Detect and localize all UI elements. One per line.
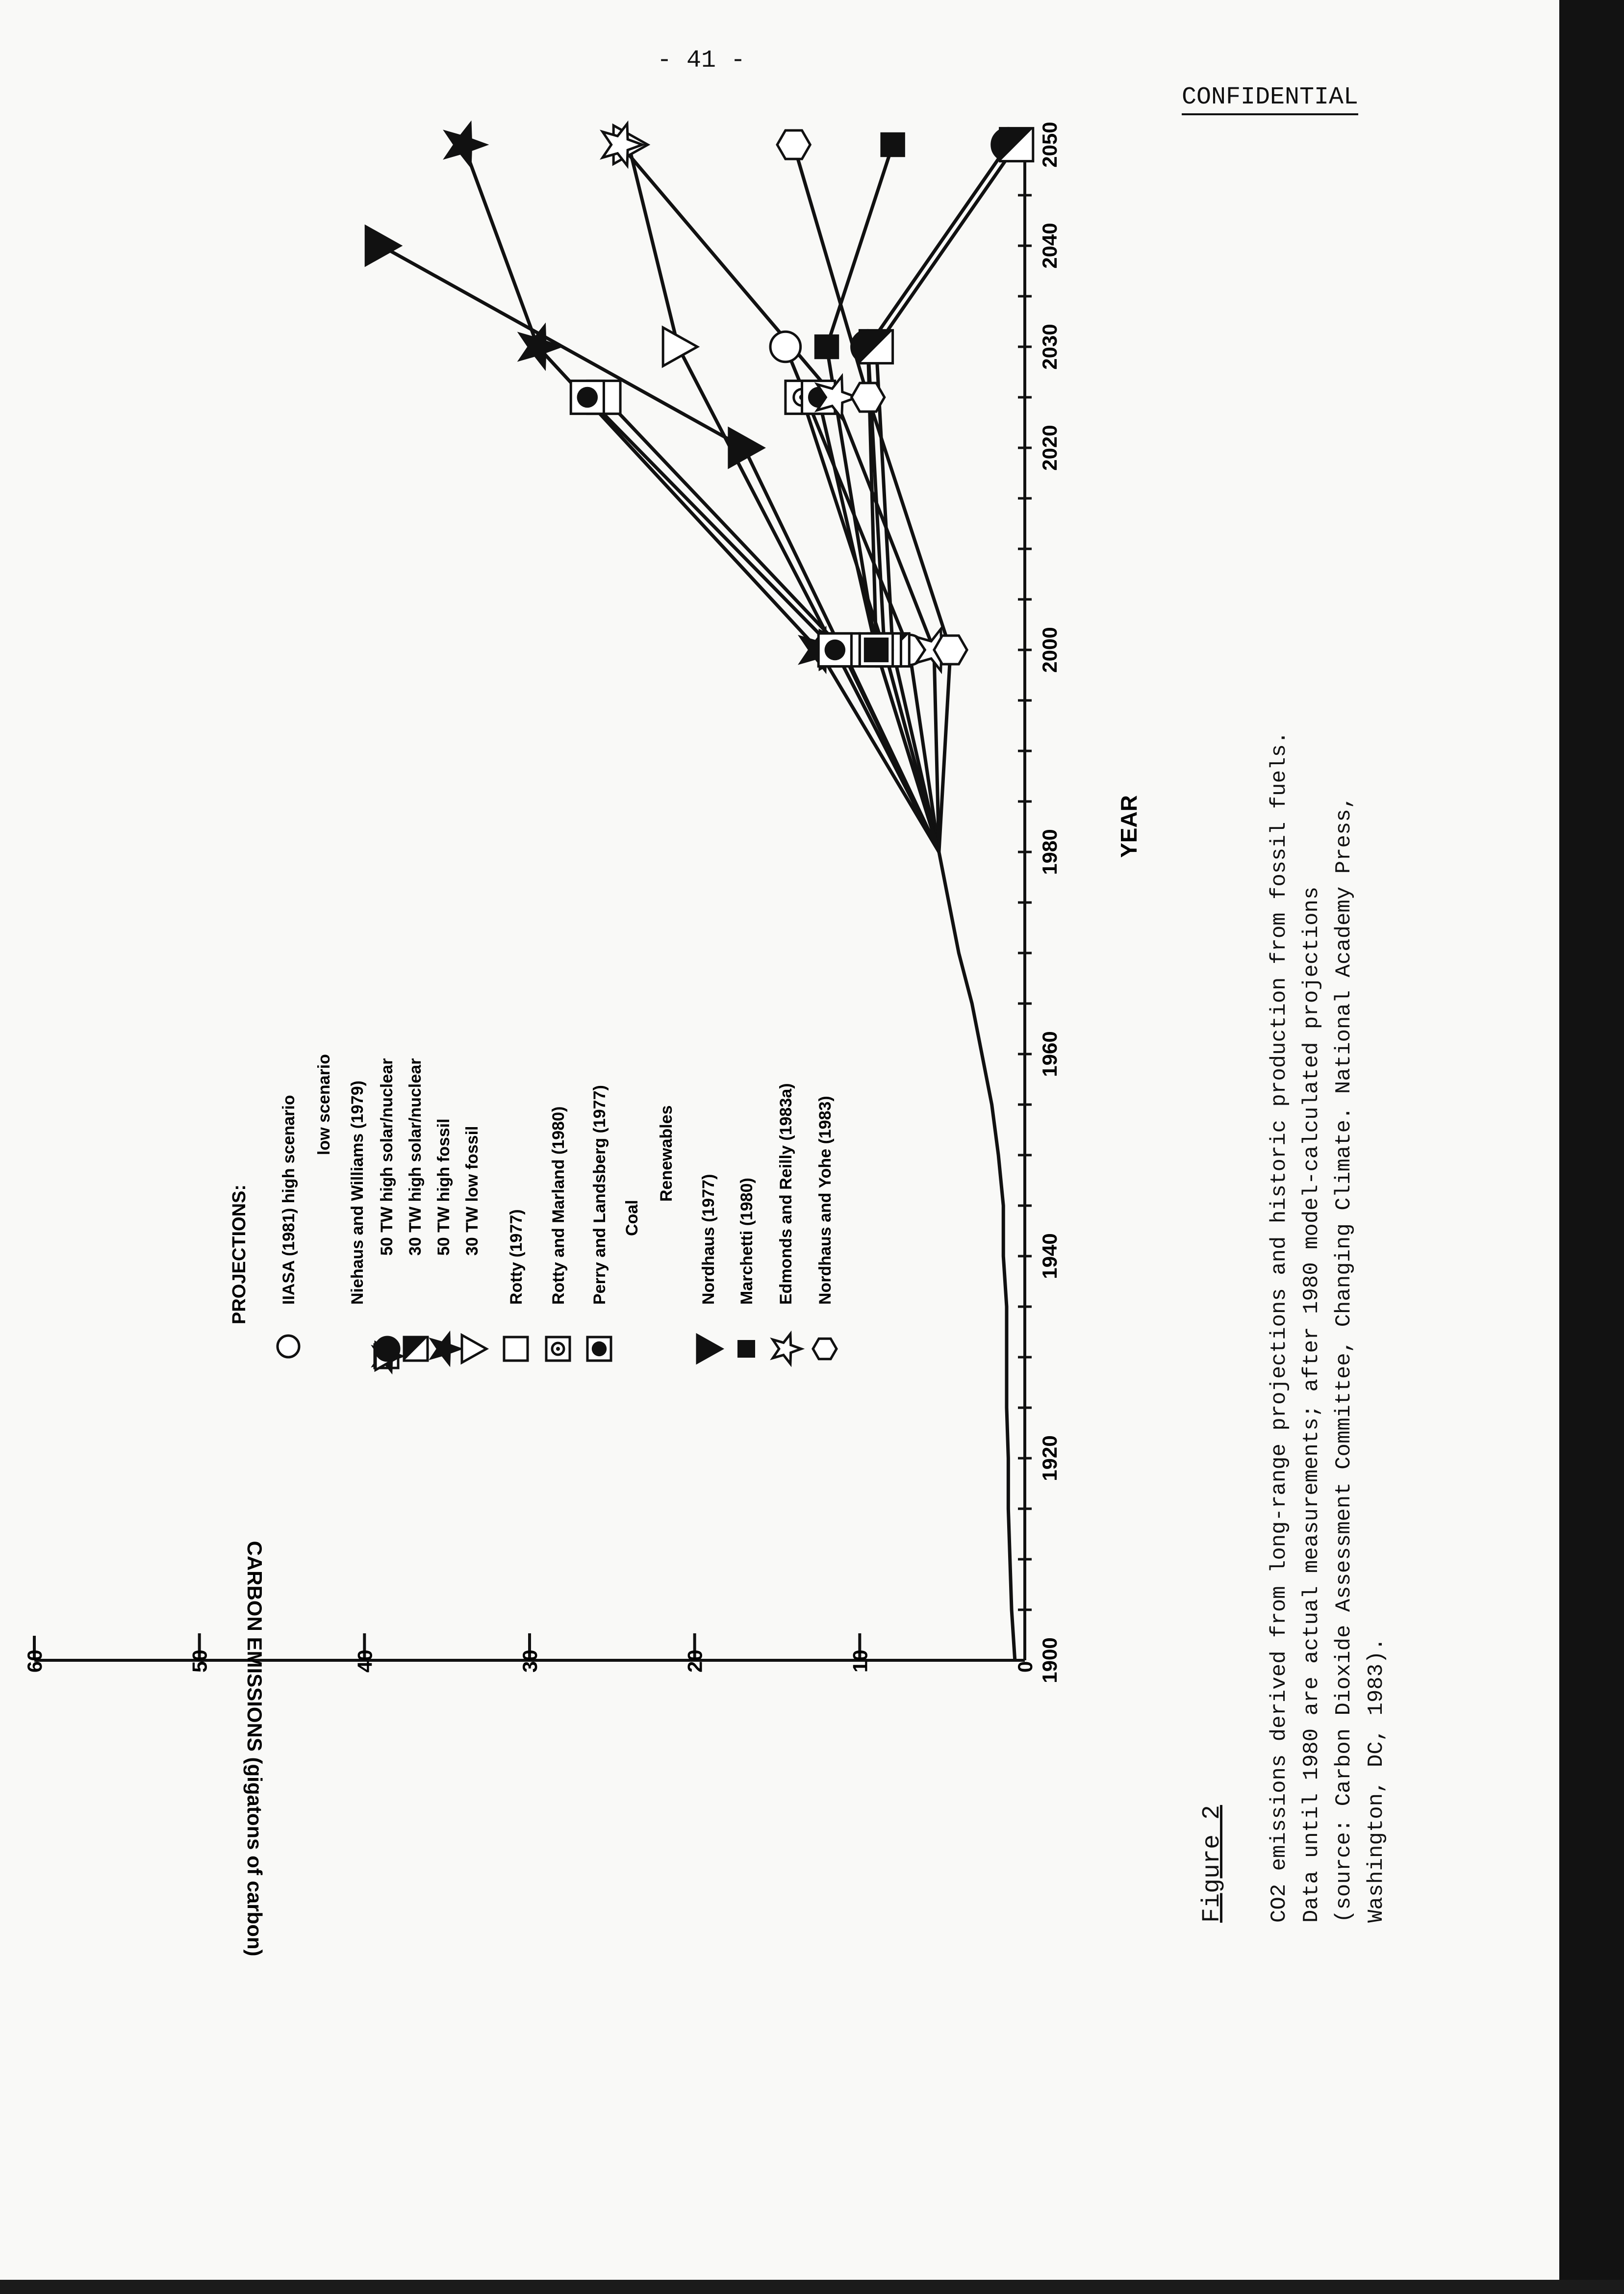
legend-entry: Niehaus and Williams (1979) — [348, 1081, 367, 1305]
y-tick-label: 30 — [518, 1650, 541, 1673]
x-tick-label: 1920 — [1038, 1435, 1061, 1481]
data-point-filled-triangle — [729, 429, 763, 467]
caption-line: Washington, DC, 1983). — [1364, 1638, 1389, 1923]
data-point-open-hexagon — [934, 636, 967, 664]
x-tick-label: 1900 — [1038, 1637, 1061, 1683]
data-point-filled-circle — [376, 1337, 399, 1361]
caption-line — [1295, 1462, 1328, 1923]
data-point-circle-in-square — [587, 1337, 611, 1361]
legend-entry: Marchetti (1980) — [737, 1178, 756, 1305]
x-tick-label: 2050 — [1038, 122, 1061, 168]
data-point-circle-in-square — [818, 633, 851, 666]
legend-entry: 50 TW high solar/nuclear — [378, 1058, 396, 1256]
figure-caption — [1196, 1462, 1559, 1923]
y-tick-label: 20 — [683, 1650, 707, 1673]
y-tick-label: 60 — [23, 1650, 46, 1673]
legend-title: PROJECTIONS: — [229, 1184, 250, 1324]
historical-polyline — [939, 852, 1015, 1660]
y-tick-label: 50 — [188, 1650, 211, 1673]
data-point-filled-star — [431, 1334, 460, 1364]
confidential-label: CONFIDENTIAL — [1182, 83, 1358, 115]
data-point-open-square — [504, 1337, 528, 1361]
x-tick-label: 2030 — [1038, 324, 1061, 370]
data-point-filled-square — [814, 335, 839, 359]
legend-entry: Nordhaus (1977) — [699, 1174, 718, 1305]
caption-line — [1328, 1462, 1360, 1923]
data-point-filled-triangle — [366, 227, 400, 265]
legend-entry: Perry and Landsberg (1977) — [590, 1085, 609, 1305]
legend-entry: Rotty (1977) — [507, 1209, 526, 1305]
y-axis-label: CARBON EMISSIONS (gigatons of carbon) — [243, 1541, 266, 1957]
legend-entry: 50 TW high fossil — [434, 1118, 453, 1256]
data-point-open-circle — [278, 1336, 299, 1357]
x-tick-label: 2020 — [1038, 425, 1061, 471]
y-tick-label: 10 — [848, 1650, 872, 1673]
data-point-half-square — [860, 330, 892, 363]
legend-entry: Nordhaus and Yohe (1983) — [816, 1096, 835, 1305]
data-point-open-star — [773, 1334, 801, 1364]
x-tick-label: 2000 — [1038, 627, 1061, 673]
data-point-filled-square — [737, 1340, 755, 1358]
y-tick-label: 0 — [1014, 1661, 1037, 1673]
chart-axes — [34, 145, 1032, 1660]
data-point-half-square — [1000, 128, 1033, 161]
data-point-open-triangle — [462, 1335, 486, 1363]
projection-lines — [381, 145, 1016, 852]
legend-entry: Renewables — [657, 1105, 676, 1202]
x-tick-label: 1980 — [1038, 829, 1061, 875]
projection-markers — [366, 124, 1033, 670]
data-point-open-circle — [770, 332, 801, 362]
x-tick-label: 1940 — [1038, 1233, 1061, 1279]
data-point-circle-in-square — [571, 381, 604, 413]
data-point-open-star — [603, 124, 642, 165]
legend-entry: Rotty and Marland (1980) — [549, 1106, 568, 1305]
legend-entry: 30 TW high solar/nuclear — [406, 1058, 425, 1256]
data-point-filled-triangle — [697, 1335, 722, 1363]
data-point-filled-star — [446, 124, 485, 165]
legend-entry: IIASA (1981) high scenario — [279, 1095, 298, 1305]
data-point-filled-square — [880, 132, 905, 157]
page-number: - 41 - — [657, 47, 746, 75]
data-point-filled-star — [520, 326, 560, 367]
legend-entry: 30 TW low fossil — [463, 1126, 482, 1256]
data-point-open-hexagon — [852, 383, 885, 412]
x-tick-label: 2040 — [1038, 223, 1061, 269]
data-point-open-hexagon — [777, 130, 810, 159]
chart-legend — [229, 1054, 837, 1371]
data-point-open-hexagon — [813, 1339, 837, 1359]
data-point-dotted-square — [546, 1337, 570, 1361]
legend-entry: Coal — [623, 1200, 641, 1236]
historical-line — [939, 852, 1015, 1660]
data-point-filled-square — [864, 638, 888, 662]
legend-entry: Edmonds and Reilly (1983a) — [777, 1083, 795, 1305]
legend-entry: low scenario — [315, 1054, 333, 1155]
y-tick-label: 40 — [353, 1650, 377, 1673]
series-line — [620, 145, 939, 852]
series-line — [587, 397, 939, 852]
data-point-open-triangle — [663, 328, 697, 366]
caption-line — [1263, 1462, 1295, 1923]
data-point-half-square — [404, 1337, 428, 1361]
series-line — [629, 145, 939, 852]
x-axis-label: YEAR — [1116, 795, 1142, 858]
figure-label: Figure 2 — [1198, 1804, 1226, 1923]
x-tick-label: 1960 — [1038, 1031, 1061, 1077]
